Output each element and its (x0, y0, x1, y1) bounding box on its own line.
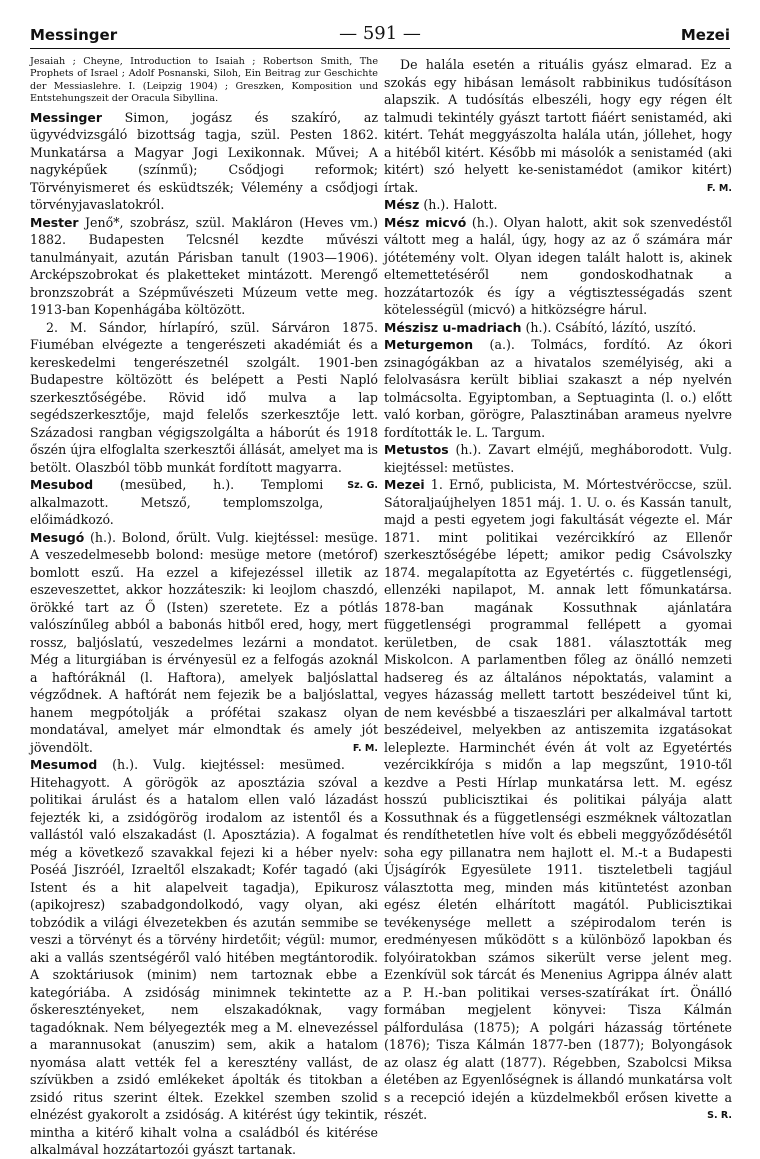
bibliography-continuation: Jesaiah ; Cheyne, Introduction to Isaiah ; Robertson Smith, The Prophets of Israel ; Adolf Posnanski, Siloh, Ein Beitrag zur Geschichte der Messiaslehre. I. (Leipzig 1904) ; Greszken, Komposition und Entstehungszeit der Oracula Sibyllina. (30, 56, 378, 105)
dictionary-entry (30, 109, 378, 214)
entry-headword: Mész (384, 197, 420, 212)
entry-text: (h.). Bolond, őrült. Vulg. kiejtéssel: mesüge. A veszedelmesebb bolond: mesüge metore (metórof) bomlott eszű. Ha ezzel a kifejezéssel illetik az eszeveszettet, akkor hozzáteszik: ki leojlom chaszdó, örökké tart az Ő (Isten) szeretete. Ez a pótlás valószínűleg abból a babonás hitből ered, hogy, mert rossz, baljóslatú, veszedelmes lezárni a mondatot. Még a liturgiában is érvényesül ez a felfogás azoknál a haftóráknál (l. Haftora), amelyek baljóslattal végződnek. A haftórát nem fejezik be a baljóslattal, hanem megpótolják a prófétai szakasz olyan mondatával, amelyet már elmondtak és amely jót jövendölt. (30, 529, 378, 755)
entry-headword: Mesubod (30, 477, 94, 493)
entry-headword: Meturgemon (384, 337, 474, 352)
author-signature: F. M. (352, 742, 378, 754)
dictionary-entry (384, 336, 732, 441)
entry-headword: Mester (30, 214, 79, 230)
dictionary-entry (30, 529, 378, 757)
dictionary-entry (384, 214, 732, 319)
entry-text: 2. M. Sándor, hírlapíró, szül. Sárváron 1875. Fiuméban elvégezte a tengerészeti akadémiát és a kereskedelmi tengerészetnél szolgált. 1901-ben Budapestre költözött és belépett a Pesti Napló szerkesztőségébe. Rövid idő mulva a lap segédszerkesztője, majd felelős szerkesztője lett. Századosi rangban végigszolgálta a háborút és 1918 őszén újra elfoglalta szerkesztői állását, amelyet ma is betölt. Olaszból több munkát fordított magyarra. (30, 319, 378, 475)
entry-text: (mesübed, h.). Templomi alkalmazott. Metsző, templomszolga, előimádkozó. (30, 477, 324, 528)
left-column (30, 56, 378, 1158)
dictionary-entry (384, 56, 732, 196)
dictionary-entry (384, 319, 732, 337)
entry-headword: Mesugó (30, 529, 85, 545)
entry-headword: Mesumod (30, 757, 98, 773)
entry-text: (h.). Vulg. kiejtéssel: mesümed. Hitehagyott. A görögök az aposztázia szóval a politikai árulást és a hatalom ellen való lázadást fejezték ki, a zsidógörög irodalom az istentől és a vallástól való elszakadást (l. Aposztázia). A fogalmat még a következő szavakkal fejezi ki a héber nyelv: Poséá Jiszróél, Izraeltől elszakadt; Kofér tagadó (aki Istent és a hit alapelveit tagadja), Epikurosz (apikojresz) szabadgondolkodó, vagy olyan, aki tobzódik a világi élvezetekben és azután semmibe se veszi a törvényt és a törvény hirdetőit; végül: mumor, aki a vallás szentségéről való hitében megtántorodik. A szoktáriusok (minim) nem tartoznak ebbe a kategóriába. A zsidóság minimnek tekintette az őskeresztényeket, nem elszakadóknak, vagy tagadóknak. Nem bélyegezték meg a M. elnevezéssel a marannusokat (anuszim) sem, akik a hatalom nyomása alatt vették fel a keresztény vallást, de szívükben a zsidó emlékeket ápolták és titokban a zsidó ritus szerint éltek. Ezekkel szemben szolid elnézést gyakorolt a zsidóság. A kitérést úgy tekintik, mintha a kitérő kihalt volna a családból és kitérése alkalmával hozzátartozói gyászt tartanak. (30, 757, 378, 1158)
entry-text: Simon, jogász és szakíró, az ügyvédvizsgáló bizottság tagja, szül. Pesten 1862. Munkatársa a Magyar Jogi Lexikonnak. Művei; A nagyképűek (színmű); Csődjogi reformok; Törvényismeret és esküdtszék; Vélemény a csődjogi törvényjavaslatokról. (30, 109, 378, 213)
entry-headword: Metustos (384, 442, 449, 457)
author-signature: Sz. G. (347, 480, 378, 492)
page-header (30, 20, 730, 49)
entry-text: Jenő*, szobrász, szül. Makláron (Heves vm.) 1882. Budapesten Telcsnél kezdte művészi tanulmányait, azután Párisban tanult (1903—1906). Arcképszobrokat és plaketteket mintázott. Merengő bronzszobrát a Szépművészeti Múzeum vette meg. 1913-ban Kopenhágába költözött. (30, 214, 378, 318)
entry-text: De halála esetén a rituális gyász elmarad. Ez a szokás egy hibásan lemásolt rabbinikus tudósításon alapszik. A tudósítás elbeszéli, hogy egy régen élt talmudi tekintély gyászt tartott fiáért senistaméd, aki kitért. Tehát meggyászolta halála után, jóllehet, hogy a hitéből kitért. Később mi másolók a senistaméd (aki kitért) szó helyett ke-senistamédot (amikor kitért) írtak. (384, 57, 732, 195)
entry-text: (a.). Tolmács, fordító. Az ókori zsinagógákban az a hivatalos személyiség, aki a felolvasásra került bibliai szakaszt a nép nyelvén tolmácsolta. Egyiptomban, a Septuaginta (l. o.) előtt való korban, görögre, Palasztinában arameus nyelvre fordították le. L. Targum. (384, 337, 732, 440)
dictionary-entry (384, 476, 732, 1124)
header-last-entry: Mezei (680, 26, 730, 44)
entry-headword: Mezei (384, 477, 425, 492)
entry-text: (h.). Csábító, lázító, uszító. (521, 319, 697, 335)
author-signature: S. R. (707, 1110, 732, 1121)
header-first-entry: Messinger (30, 26, 118, 44)
entry-headword: Mész micvó (384, 214, 467, 230)
entry-text: (h.). Halott. (419, 197, 498, 212)
right-column (384, 56, 732, 1135)
left-entries (30, 109, 378, 1159)
dictionary-entry (30, 756, 378, 1159)
entry-text: 1. Ernő, publicista, M. Mórtestvéröccse, szül. Sátoraljaújhelyen 1851 máj. 1. U. o. és Kassán tanult, majd a pesti egyetem jogi fakultását végezte el. Már 1871. mint politikai vezércikkíró az Ellenőr szerkesztőségébe lépett; amikor pedig Csávolszky 1874. megalapította az Egyetértés c. függetlenségi, ellenzéki napilapot, M. annak lett főmunkatársa. 1878-ban magának Kossuthnak ajánlatára függetlenségi programmal fellépett a gyomai kerületben, de csak 1881. választották meg Miskolcon. A parlamentben főleg az önálló nemzeti hadsereg és az általános népoktatás, valamint a vegyes házasság mellett tartott beszédeivel tűnt ki, de nem kevésbbé a tiszaeszlári per alkalmával tartott beszédeivel, melyekben az antiszemita izgatásokat leleplezte. Harminchét évén át volt az Egyetértés vezércikkírója s midőn a lap megszűnt, 1910-től kezdve a Pesti Hírlap munkatársa lett. M. egész hosszú publicisztikai és politikai pályája alatt Kossuthnak és a függetlenségi eszméknek változatlan és rendíthetetlen híve volt és ebbeli meggyőződésétől soha egy pillanatra nem hajlott el. M.-t a Budapesti Újságírók Egyesülete 1911. tiszteletbeli tagjául választotta meg, minden más kitüntetést azonban egész életén elhárított magától. Publicisztikai tevékenysége mellett a szépirodalom terén is eredményesen működött s a különböző lapokban és folyóiratokban számos sikerült verse jelent meg. Ezenkívül sok tárcát és Menenius Agrippa álnév alatt a P. H.-ban politikai verses-szatírákat írt. Önálló formában megjelent könyvei: Tisza Kálmán pálfordulása (1875); A polgári házasság története (1876); Tisza Kálmán 1877-ben (1877); Bolyongások az olasz ég alatt (1877). Régebben, Szabolcsi Miksa életében az Egyenlőségnek is állandó munkatársa volt s a recepció idején a küzdelmekből erősen kivette a részét. (384, 477, 732, 1122)
entry-text: (h.). Zavart elméjű, megháborodott. Vulg. kiejtéssel: metüstes. (384, 442, 732, 475)
dictionary-entry (384, 441, 732, 476)
entry-text: (h.). Olyan halott, akit sok szenvedéstől váltott meg a halál, úgy, hogy az az ő számára már jótétemény volt. Olyan idegen talált halott is, akinek eltemettetéséről nem gondoskodhatnak a hozzátartozók és így a végtisztességadás szent kötelességül (micvó) a hitközségre hárul. (384, 214, 732, 317)
author-signature: F. M. (706, 182, 732, 194)
entry-headword: Mészisz u-madriach (384, 319, 522, 335)
right-entries (384, 56, 732, 1124)
dictionary-entry (30, 214, 378, 319)
dictionary-entry (384, 196, 732, 214)
entry-headword: Messinger (30, 109, 102, 125)
page-number: — 591 — (339, 23, 421, 44)
